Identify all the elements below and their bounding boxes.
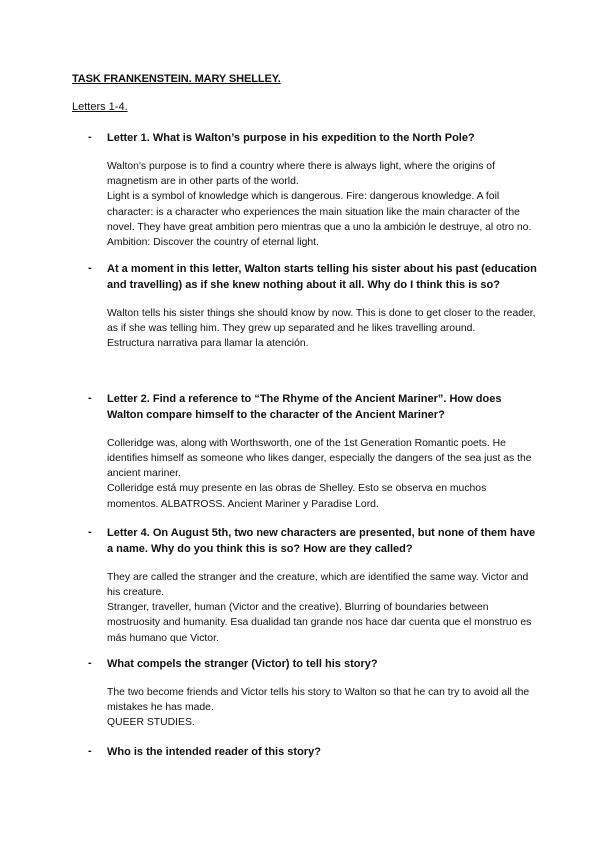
answer-text	[107, 685, 540, 731]
question-text: Letter 1. What is Walton’s purpose in his expedition to the North Pole?	[107, 132, 475, 144]
answer-paragraph: QUEER STUDIES.	[107, 717, 195, 729]
bullet-marker: -	[88, 262, 92, 274]
answer-paragraph: Stranger, traveller, human (Victor and the creative). Blurring of boundaries between mostruosity and humanity. Esa dualidad tan grande nos hace dar cuenta que el monstruo es más humano que Victor.	[107, 602, 532, 644]
question-text: Letter 2. Find a reference to “The Rhyme of the Ancient Mariner”. How does Walton compare himself to the character of the Ancient Mariner?	[107, 393, 502, 421]
answer-text	[107, 436, 540, 512]
answer-paragraph: Estructura narrativa para llamar la atención.	[107, 338, 309, 350]
answer-text	[107, 306, 540, 352]
question-text: What compels the stranger (Victor) to tell his story?	[107, 658, 378, 670]
answer-paragraph: Walton's purpose is to find a country where there is always light, where the origins of magnetism are in other parts of the world.	[107, 160, 495, 188]
bullet-marker: -	[88, 526, 92, 538]
answer-paragraph: Colleridge está muy presente en las obras de Shelley. Esto se observa en muchos momentos. ALBATROSS. Ancient Mariner y Paradise Lord.	[107, 483, 487, 510]
section-past	[88, 262, 540, 351]
answer-paragraph: The two become friends and Victor tells his story to Walton so that he can try to avoid all the mistakes he has made.	[107, 686, 530, 714]
section-letter-4	[88, 526, 540, 646]
answer-paragraph: They are called the stranger and the creature, which are identified the same way. Victor and his creature.	[107, 571, 529, 598]
question-text: At a moment in this letter, Walton starts telling his sister about his past (education and travelling) as if she knew nothing about it all. Why do I think this is so?	[107, 263, 537, 291]
answer-text	[107, 159, 540, 251]
bullet-marker: -	[88, 657, 92, 669]
question-text: Letter 4. On August 5th, two new characters are presented, but none of them have a name. Why do you think this is so? How are they called?	[107, 527, 536, 555]
document-subtitle: Letters 1-4.	[72, 101, 128, 113]
question-text: Who is the intended reader of this story?	[107, 746, 321, 758]
section-letter-1	[88, 131, 540, 251]
answer-paragraph: Colleridge was, along with Worthsworth, one of the 1st Generation Romantic poets. He identifies himself as someone who likes danger, especially the dangers of the sea just as the ancient mariner.	[107, 437, 532, 480]
section-stranger	[88, 657, 540, 731]
bullet-marker: -	[88, 131, 92, 143]
document-title: TASK FRANKENSTEIN. MARY SHELLEY.	[72, 73, 281, 85]
answer-text	[107, 570, 540, 646]
answer-paragraph: Light is a symbol of knowledge which is dangerous. Fire: dangerous knowledge. A foil character: is a character who experiences the main situation like the main character of the novel. They have great ambition pero mientras que a uno la ambición le destruye, al otro no. Ambition: Discover the country of eternal light.	[107, 191, 532, 249]
bullet-marker: -	[88, 392, 92, 404]
answer-paragraph: Walton tells his sister things she should know by now. This is done to get closer to the reader, as if she was telling him. They grew up separated and he likes travelling around.	[107, 307, 536, 334]
section-letter-2	[88, 392, 540, 512]
section-reader	[88, 745, 540, 761]
bullet-marker: -	[88, 745, 92, 757]
